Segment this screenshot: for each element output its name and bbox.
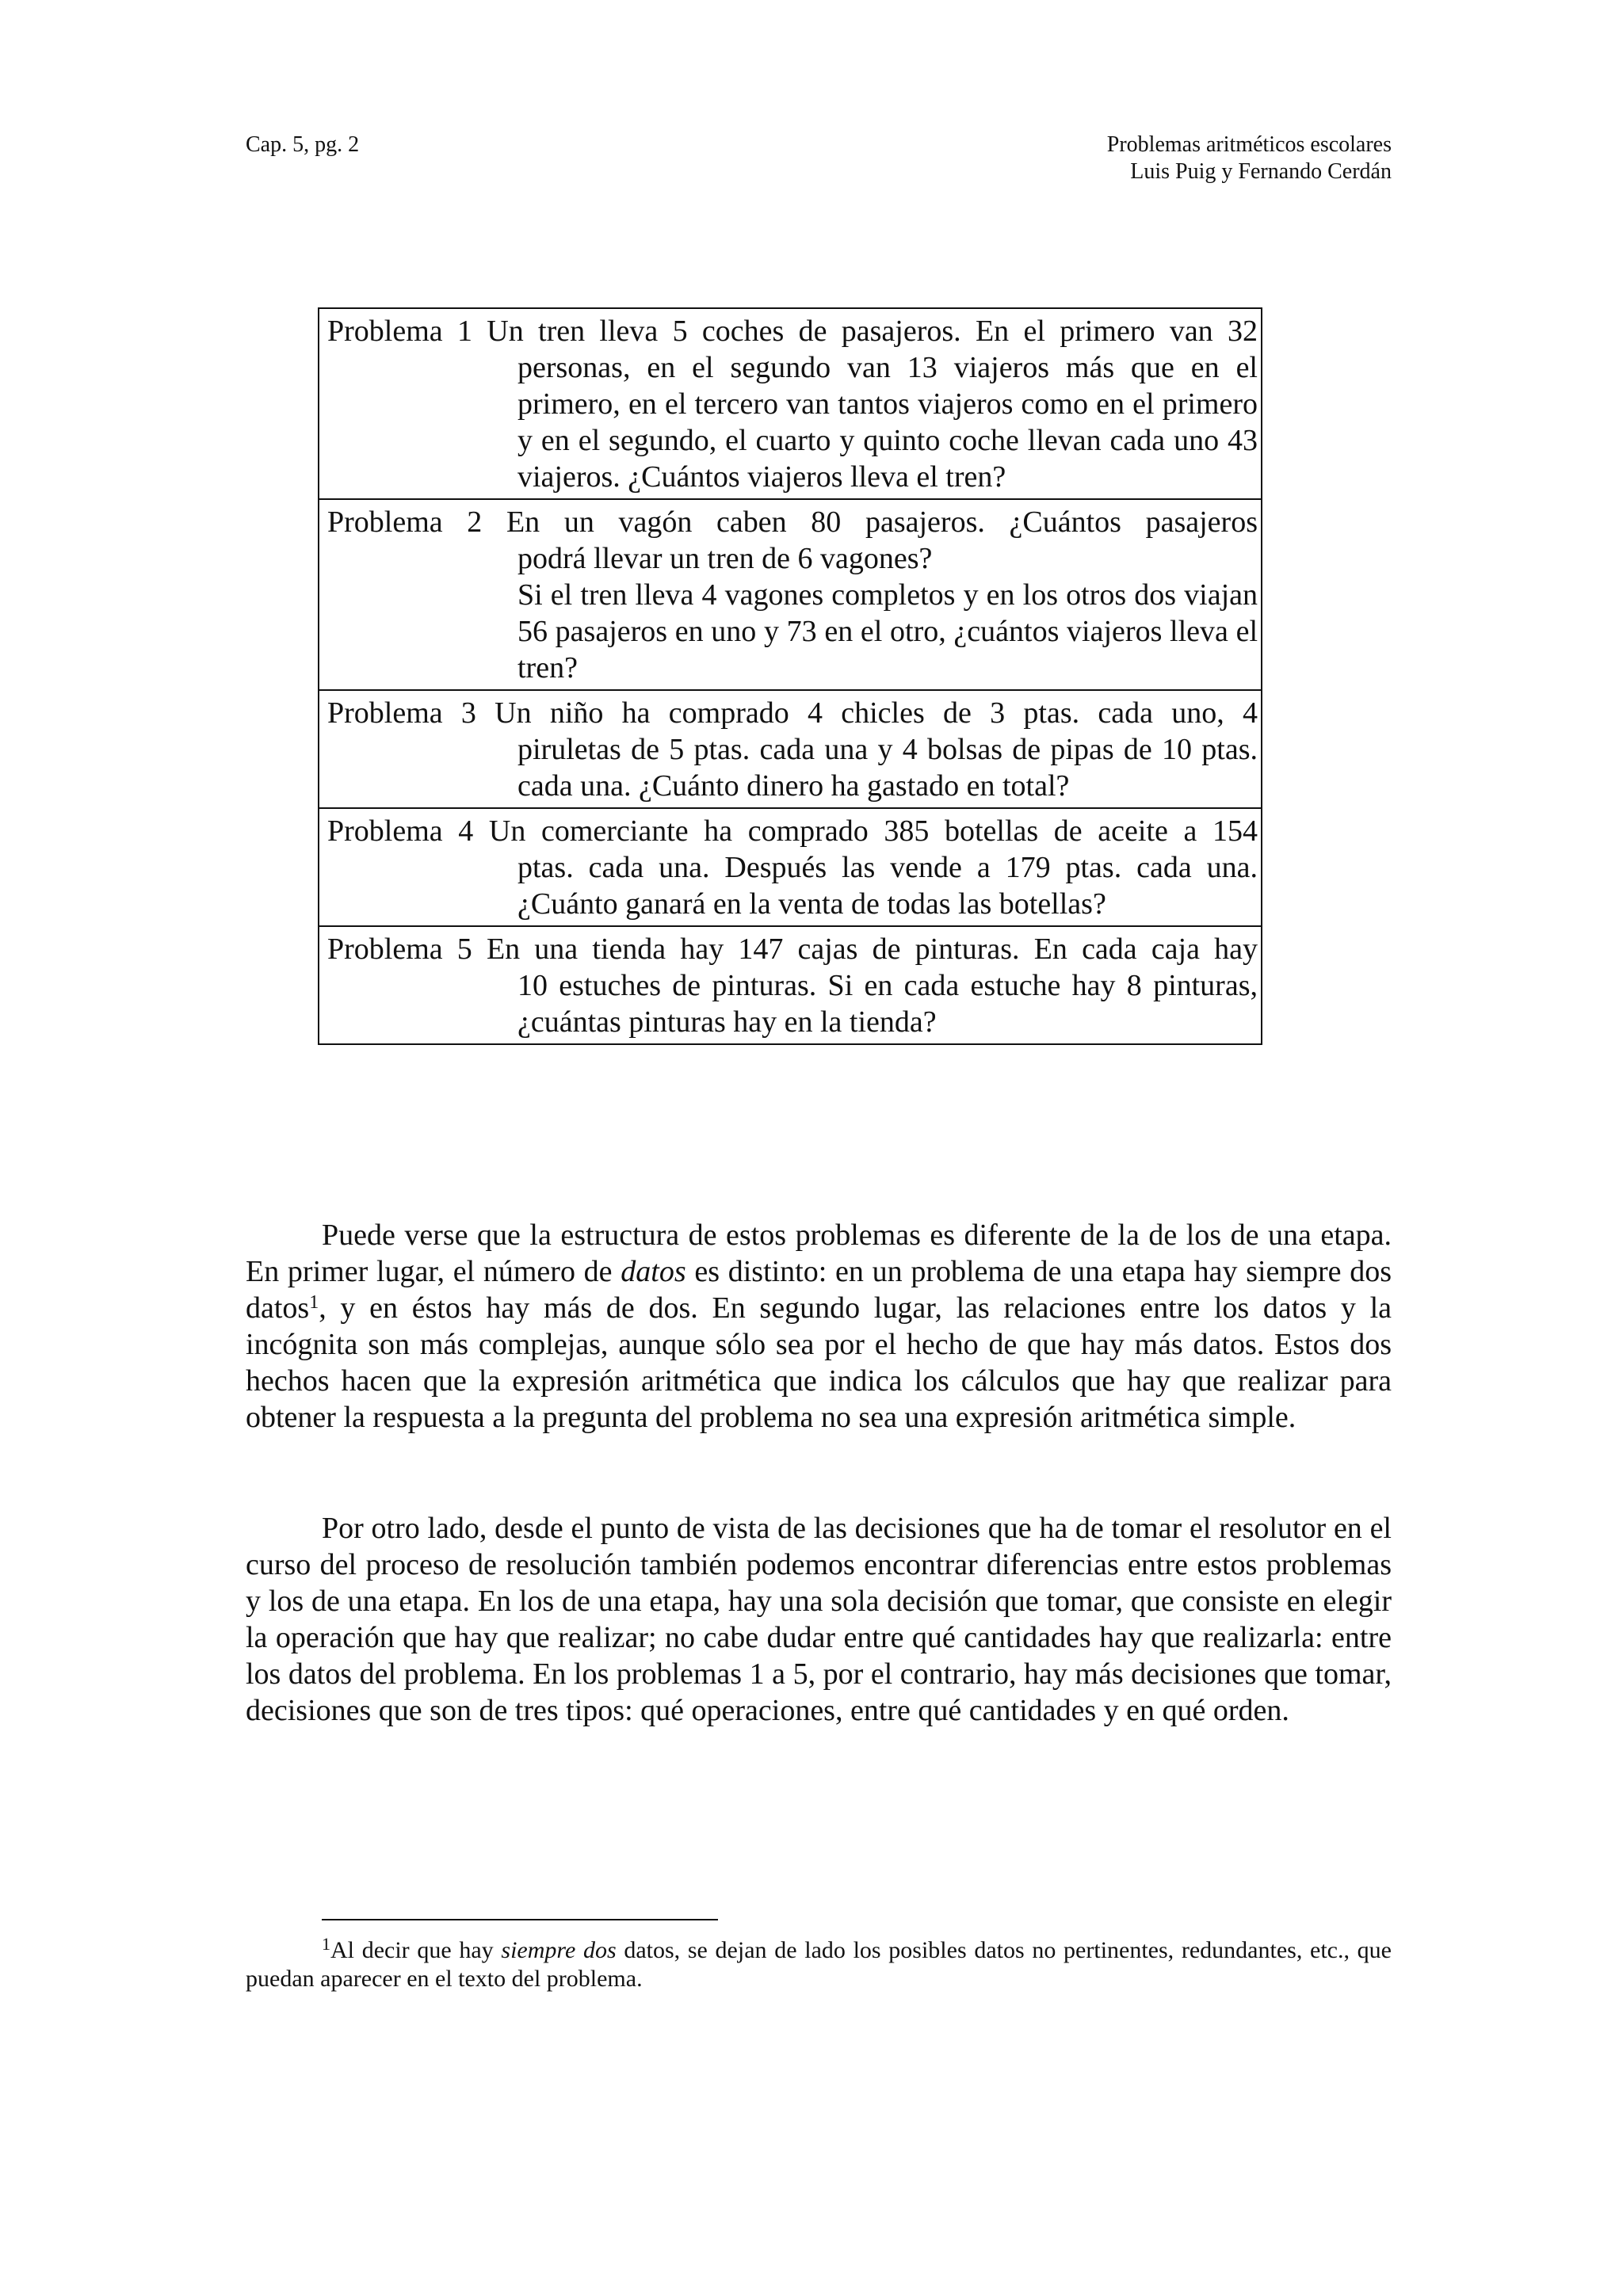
paragraph-2 [246, 1510, 1392, 1729]
paragraph-2-text: Por otro lado, desde el punto de vista de las decisiones que ha de tomar el resolutor en el curso del proceso de resolución también podemos encontrar diferencias entre estos problemas y los de una etapa. En los de una etapa, hay una sola decisión que tomar, que consiste en elegir la operación que hay que realizar; no cabe dudar entre qué cantidades hay que realizarla: entre los datos del problema. En los problemas 1 a 5, por el contrario, hay más decisiones que tomar, decisiones que son de tres tipos: qué operaciones, entre qué cantidades y en qué orden. [246, 1512, 1392, 1727]
problem-1-text: personas, en el segundo van 13 viajeros más que en el primero, en el tercero van tantos viajeros como en el primero y en el segundo, el cuarto y quinto coche llevan cada uno 43 viajeros. ¿Cuántos viajeros lleva el tren? [517, 351, 1258, 494]
footnote-part2: datos, se dejan de lado los posibles datos no pertinentes, redundantes, etc., que puedan aparecer en el texto del problema. [246, 1937, 1392, 1992]
problem-2-text: podrá llevar un tren de 6 vagones? [517, 542, 933, 575]
problem-5 [319, 927, 1261, 1043]
running-header-right [1107, 132, 1392, 185]
problems-table [318, 307, 1262, 1045]
paragraph-1-part1: Puede verse que la estructura de estos problemas es diferente de la de los de una etapa. En primer lugar, el número de [246, 1219, 1392, 1288]
paragraph-1-part2: es distinto: en un problema de una etapa hay siempre dos datos [246, 1255, 1392, 1325]
footnote-separator [322, 1919, 718, 1920]
paragraph-1-italic: datos [621, 1255, 686, 1288]
problem-5-text: 10 estuches de pinturas. Si en cada estuche hay 8 pinturas, ¿cuántas pinturas hay en la tienda? [517, 969, 1258, 1039]
running-header-left: Cap. 5, pg. 2 [246, 132, 360, 157]
problem-3-first-line: Problema 3 Un niño ha comprado 4 chicles de 3 ptas. cada uno, 4 [327, 696, 1258, 730]
footnote [246, 1936, 1392, 1993]
problem-2-first-line: Problema 2 En un vagón caben 80 pasajeros. ¿Cuántos pasajeros [327, 505, 1258, 539]
footnote-number: 1 [322, 1934, 330, 1954]
problem-3 [319, 691, 1261, 809]
problem-3-text: piruletas de 5 ptas. cada una y 4 bolsas de pipas de 10 ptas. cada una. ¿Cuánto dinero ha gastado en total? [517, 733, 1258, 803]
problem-4-first-line: Problema 4 Un comerciante ha comprado 385 botellas de aceite a 154 [327, 814, 1258, 848]
book-authors: Luis Puig y Fernando Cerdán [1130, 159, 1392, 184]
problem-5-first-line: Problema 5 En una tienda hay 147 cajas de pinturas. En cada caja hay [327, 933, 1258, 966]
problem-1 [319, 309, 1261, 500]
problem-4 [319, 809, 1261, 927]
problem-2 [319, 500, 1261, 691]
footnote-reference[interactable]: 1 [309, 1292, 319, 1313]
footnote-part1: Al decir que hay [330, 1937, 502, 1963]
paragraph-1 [246, 1217, 1392, 1436]
book-title: Problemas aritméticos escolares [1106, 132, 1392, 157]
paragraph-1-part3: , y en éstos hay más de dos. En segundo lugar, las relaciones entre los datos y la incógnita son más complejas, aunque sólo sea por el hecho de que hay más datos. Estos dos hechos hacen que la expresión aritmética que indica los cálculos que hay que realizar para obtener la respuesta a la pregunta del problema no sea una expresión aritmética simple. [246, 1291, 1392, 1434]
problem-2-extra-text: Si el tren lleva 4 vagones completos y en los otros dos viajan 56 pasajeros en uno y 73 en el otro, ¿cuántos viajeros lleva el tren? [517, 578, 1258, 685]
problem-1-first-line: Problema 1 Un tren lleva 5 coches de pasajeros. En el primero van 32 [327, 315, 1258, 348]
footnote-italic: siempre dos [501, 1937, 617, 1963]
problem-4-text: ptas. cada una. Después las vende a 179 ptas. cada una. ¿Cuánto ganará en la venta de todas las botellas? [517, 851, 1258, 921]
